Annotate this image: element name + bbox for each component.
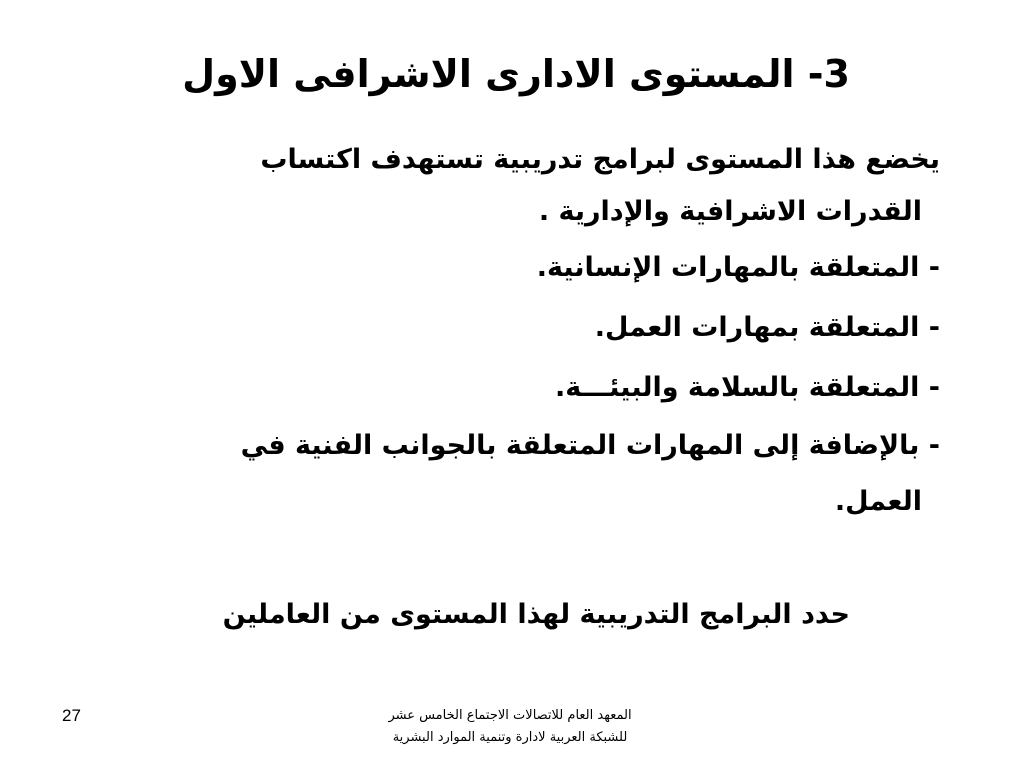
bullet-item-4-line-2: العمل. xyxy=(834,486,922,517)
footer-line-2: للشبكة العربية لادارة وتنمية الموارد البشرية xyxy=(392,730,628,745)
slide-footer xyxy=(300,705,720,749)
bullet-item-1: - المتعلقة بالمهارات الإنسانية. xyxy=(536,252,940,283)
intro-paragraph xyxy=(150,134,940,238)
slide-title: 3- المستوى الادارى الاشرافى الاول xyxy=(182,52,850,96)
intro-line-2: القدرات الاشرافية والإدارية . xyxy=(538,196,922,227)
page-number: 27 xyxy=(62,706,81,725)
intro-line-1: يخضع هذا المستوى لبرامج تدريبية تستهدف اكتساب xyxy=(260,144,940,175)
bullet-item-3: - المتعلقة بالسلامة والبيئـــة. xyxy=(554,372,940,403)
slide-subtitle: حدد البرامج التدريبية لهذا المستوى من العاملين xyxy=(222,599,850,630)
bullet-item-4-line-1: - بالإضافة إلى المهارات المتعلقة بالجوانب الفنية في xyxy=(240,430,940,461)
slide-body xyxy=(150,134,940,530)
footer-line-1: المعهد العام للاتصالات الاجتماع الخامس عشر xyxy=(388,708,632,723)
bullet-item-2: - المتعلقة بمهارات العمل. xyxy=(594,312,940,343)
bullet-item-4 xyxy=(150,418,940,530)
